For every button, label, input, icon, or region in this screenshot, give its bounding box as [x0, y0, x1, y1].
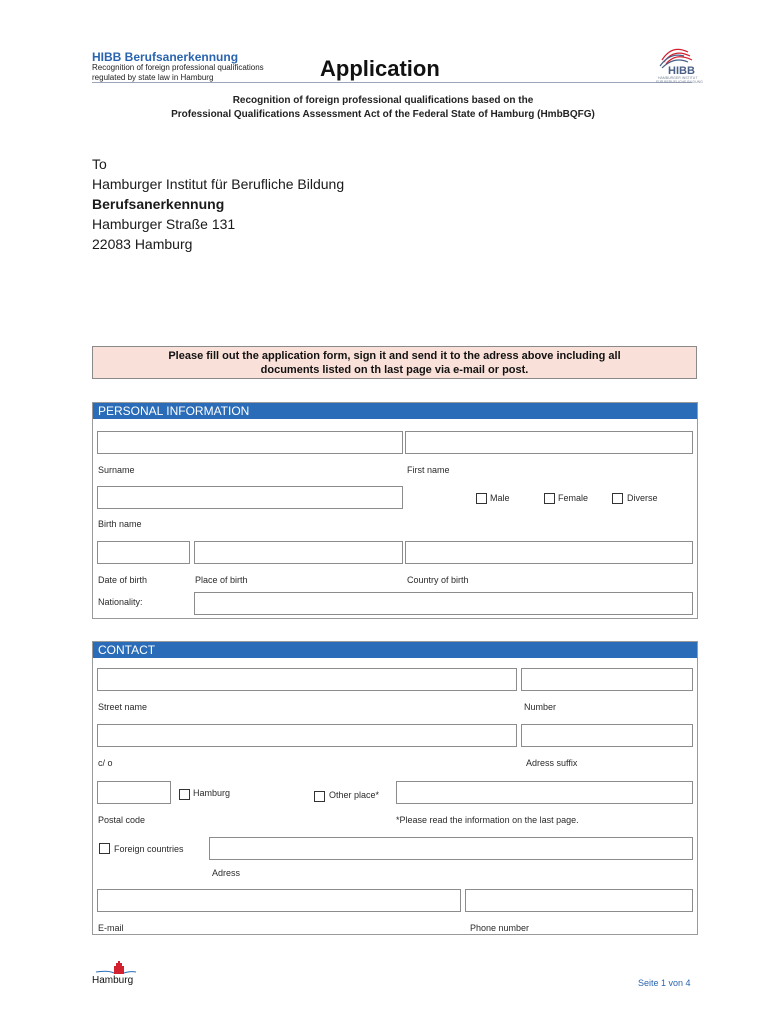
first-name-label: First name [407, 465, 450, 475]
other-place-checkbox[interactable] [314, 791, 325, 802]
contact-section-heading: CONTACT [93, 642, 697, 658]
diverse-checkbox[interactable] [612, 493, 623, 504]
law-reference [92, 94, 674, 122]
address-line-2: Berufsanerkennung [92, 196, 225, 212]
surname-input[interactable] [97, 431, 403, 454]
care-of-input[interactable] [97, 724, 517, 747]
footer-city: Hamburg [92, 975, 134, 986]
date-of-birth-input[interactable] [97, 541, 190, 564]
brand-subtitle [92, 63, 307, 83]
phone-number-label: Phone number [470, 923, 530, 933]
hamburg-label: Hamburg [193, 788, 231, 798]
recipient-address [92, 154, 344, 254]
law-line-2: Professional Qualifications Assessment Act of the Federal State of Hamburg (HmbBQFG) [171, 109, 595, 120]
contact-section [92, 641, 698, 935]
hamburg-checkbox[interactable] [179, 789, 190, 800]
place-of-birth-label: Place of birth [195, 575, 248, 585]
foreign-address-input[interactable] [209, 837, 693, 860]
page-title: Application [320, 56, 440, 81]
address-to: To [92, 156, 107, 172]
birth-name-input[interactable] [97, 486, 403, 509]
address-line-4: 22083 Hamburg [92, 236, 193, 252]
male-label: Male [490, 493, 510, 503]
foreign-countries-label: Foreign countries [114, 844, 184, 854]
page-number: Seite 1 von 4 [638, 978, 691, 988]
phone-number-input[interactable] [465, 889, 693, 912]
foreign-countries-checkbox[interactable] [99, 843, 110, 854]
address-suffix-label: Adress suffix [526, 758, 578, 768]
address-suffix-input[interactable] [521, 724, 693, 747]
country-of-birth-input[interactable] [405, 541, 693, 564]
instruction-notice [92, 346, 697, 379]
diverse-label: Diverse [627, 493, 658, 503]
nationality-input[interactable] [194, 592, 693, 615]
brand-subtitle-line-1: Recognition of foreign professional qualifications [92, 63, 264, 72]
email-input[interactable] [97, 889, 461, 912]
svg-text:HIBB: HIBB [668, 65, 695, 77]
birth-name-label: Birth name [98, 519, 142, 529]
brand-subtitle-line-2: regulated by state law in Hamburg [92, 73, 214, 82]
hibb-logo [648, 42, 703, 84]
notice-line-1: Please fill out the application form, sign it and send it to the adress above including all [168, 350, 621, 362]
header-divider [92, 82, 692, 83]
personal-section-heading: PERSONAL INFORMATION [93, 403, 697, 419]
postal-code-input[interactable] [97, 781, 171, 804]
female-checkbox[interactable] [544, 493, 555, 504]
svg-text:FÜR BERUFLICHE BILDUNG: FÜR BERUFLICHE BILDUNG [656, 80, 703, 84]
brand-title: HIBB Berufsanerkennung [92, 50, 239, 64]
surname-label: Surname [98, 465, 135, 475]
address-line-1: Hamburger Institut für Berufliche Bildung [92, 176, 345, 192]
law-line-1: Recognition of foreign professional qualifications based on the [232, 95, 534, 106]
personal-information-section [92, 402, 698, 619]
street-name-label: Street name [98, 702, 148, 712]
male-checkbox[interactable] [476, 493, 487, 504]
svg-text:HAMBURGER INSTITUT: HAMBURGER INSTITUT [658, 76, 698, 80]
number-label: Number [524, 702, 557, 712]
info-note: *Please read the information on the last page. [396, 815, 579, 825]
date-of-birth-label: Date of birth [98, 575, 148, 585]
female-label: Female [558, 493, 589, 503]
care-of-label: c/ o [98, 758, 113, 768]
postal-code-label: Postal code [98, 815, 146, 825]
foreign-address-label: Adress [212, 868, 241, 878]
country-of-birth-label: Country of birth [407, 575, 469, 585]
first-name-input[interactable] [405, 431, 693, 454]
house-number-input[interactable] [521, 668, 693, 691]
notice-line-2: documents listed on th last page via e-mail or post. [260, 364, 529, 376]
nationality-label: Nationality: [98, 597, 143, 607]
email-label: E-mail [98, 923, 124, 933]
street-name-input[interactable] [97, 668, 517, 691]
other-place-input[interactable] [396, 781, 693, 804]
other-place-label: Other place* [329, 790, 380, 800]
place-of-birth-input[interactable] [194, 541, 403, 564]
address-line-3: Hamburger Straße 131 [92, 216, 236, 232]
